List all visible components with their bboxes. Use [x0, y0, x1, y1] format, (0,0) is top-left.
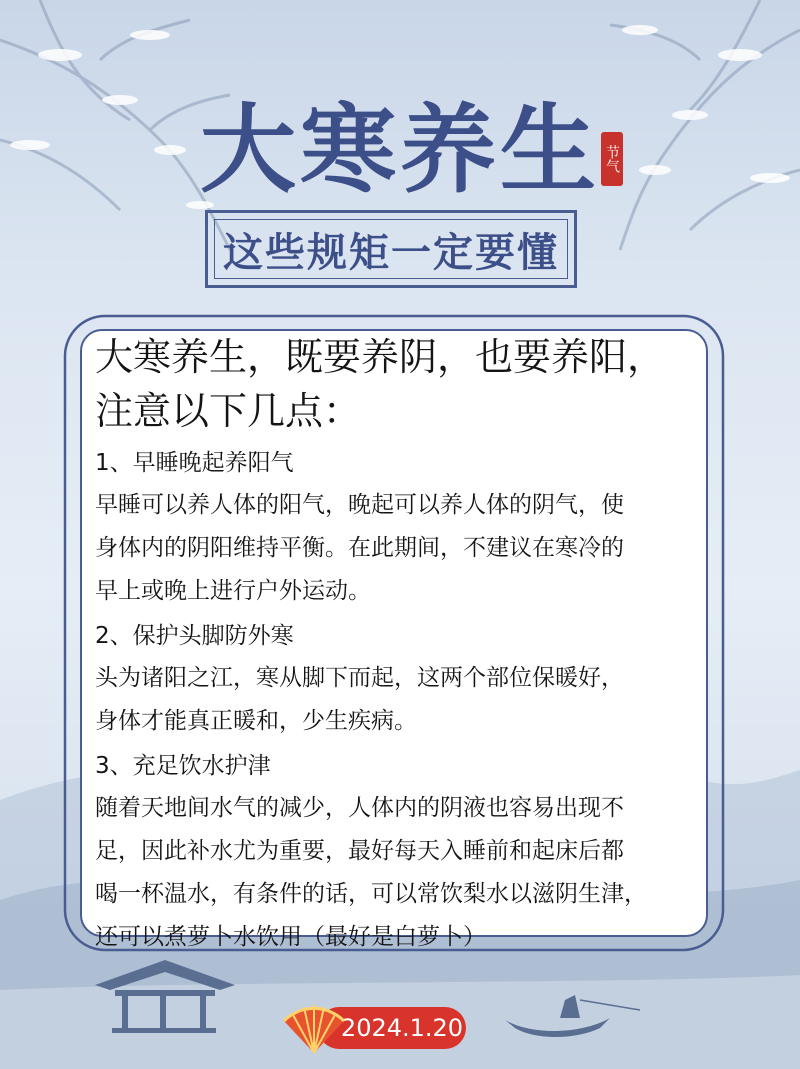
section-line: 早睡可以养人体的阳气，晚起可以养人体的阴气，使 [95, 492, 624, 518]
section-line: 足，因此补水尤为重要，最好每天入睡前和起床后都 [95, 838, 624, 864]
section-line: 身体内的阴阳维持平衡。在此期间，不建议在寒冷的 [95, 535, 624, 561]
section-heading: 1、早睡晚起养阳气 [95, 450, 294, 476]
card-content [95, 330, 705, 959]
subtitle-frame [205, 210, 577, 288]
section-line: 头为诸阳之江，寒从脚下而起，这两个部位保暖好， [95, 665, 624, 691]
section-line: 喝一杯温水，有条件的话，可以常饮梨水以滋阴生津， [95, 881, 647, 907]
lead-line-2: 注意以下几点： [95, 389, 362, 433]
section-line: 还可以煮萝卜水饮用（最好是白萝卜） [95, 924, 486, 950]
folding-fan-icon [282, 1001, 346, 1055]
section-heading: 3、充足饮水护津 [95, 753, 271, 779]
subtitle: 这些规矩一定要懂 [223, 229, 559, 276]
section-line: 随着天地间水气的减少，人体内的阴液也容易出现不 [95, 795, 624, 821]
section-line: 身体才能真正暖和，少生疾病。 [95, 708, 417, 734]
lead-line-1: 大寒养生，既要养阴，也要养阳， [95, 335, 666, 379]
date-text: 2024.1.20 [318, 1007, 466, 1049]
section-heading: 2、保护头脚防外寒 [95, 623, 294, 649]
section-line: 早上或晚上进行户外运动。 [95, 578, 371, 604]
page-title: 大寒养生 [200, 93, 600, 206]
date-badge [282, 997, 472, 1057]
solar-term-seal: 节气 [601, 132, 623, 186]
